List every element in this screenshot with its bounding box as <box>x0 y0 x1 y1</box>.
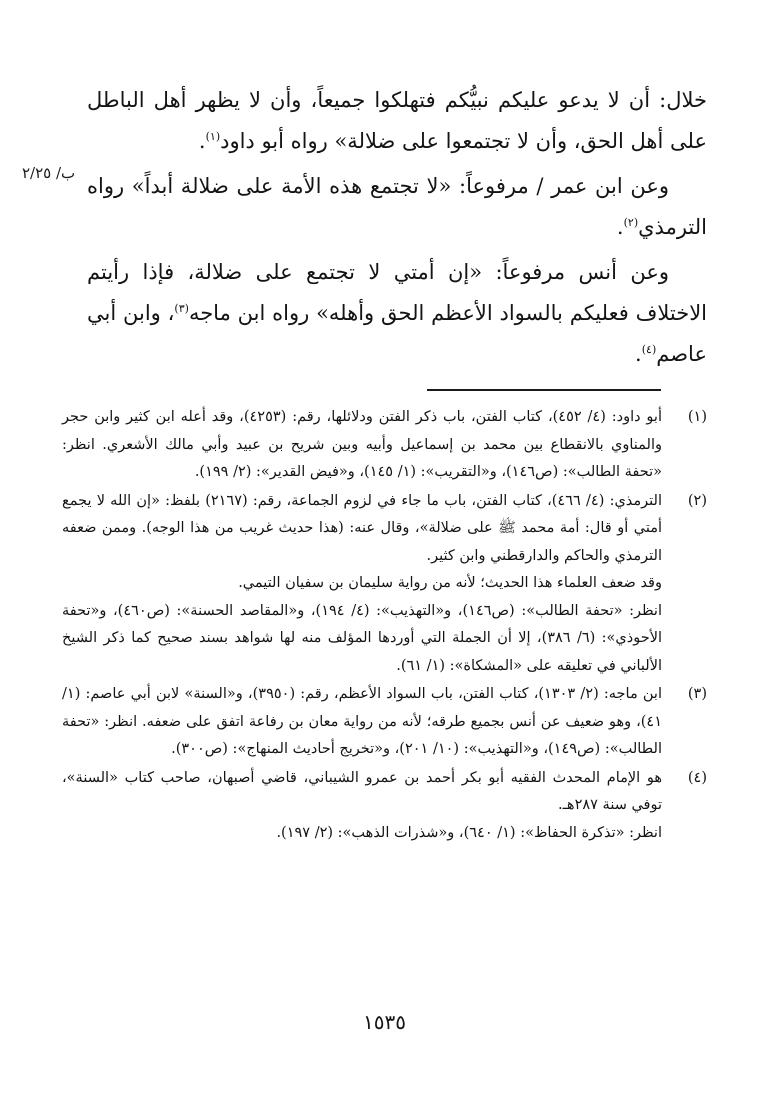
footnote-ref: (١) <box>205 130 221 143</box>
paragraph-text: خلال: أن لا يدعو عليكم نبيُّكم فتهلكوا جميعاً، وأن لا يظهر أهل الباطل على أهل الحق، وأن لا تجتمعوا على ضلالة» رواه أبو داود <box>87 88 707 153</box>
footnote-number: (٣) <box>687 686 707 702</box>
footnote-text: انظر: «تذكرة الحفاظ»: (١/ ٦٤٠)، و«شذرات الذهب»: (٢/ ١٩٧). <box>276 824 662 841</box>
footnote-number: (٤) <box>687 769 707 786</box>
footnote-number: (٢) <box>687 492 707 509</box>
paragraph-text-continued: ، وابن أبي عاصم <box>87 301 707 366</box>
paragraph-text: وعن أنس مرفوعاً: «إن أمتي لا تجتمع على ضلالة، فإذا رأيتم الاختلاف فعليكم بالسواد الأعظم الحق وأهله» رواه ابن ماجه <box>87 260 707 325</box>
page-number: ١٥٣٥ <box>363 1010 406 1034</box>
paragraph-end: . <box>635 342 642 366</box>
footnote-text: الترمذي: (٤/ ٤٦٦)، كتاب الفتن، باب ما جاء في لزوم الجماعة، رقم: (٢١٦٧) بلفظ: «إن الله لا يجمع أمتي أو قال: أمة محمد ﷺ على ضلالة»، وقال عنه: (هذا حديث غريب من هذا الوجه). وممن ضعفه الترمذي والحاكم والدارقطني وابن كثير. <box>62 492 663 564</box>
main-text <box>87 80 707 379</box>
footnote-text: ابن ماجه: (٢/ ١٣٠٣)، كتاب الفتن، باب السواد الأعظم، رقم: (٣٩٥٠)، و«السنة» لابن أبي عاصم: (١/ ٤١)، وهو ضعيف عن أنس بجميع طرقه؛ لأنه من رواية معان بن رفاعة اتفق على ضعفه. انظر: «تحفة الطالب»: (ص١٤٩)، و«التهذيب»: (١٠/ ٢٠١)، و«تخريج أحاديث المنهاج»: (ص٣٠٠). <box>62 686 662 757</box>
footnote-ref: (٢) <box>623 216 639 229</box>
footnote-separator <box>427 389 661 391</box>
paragraph-2 <box>87 166 707 248</box>
footnote-text: أبو داود: (٤/ ٤٥٢)، كتاب الفتن، باب ذكر الفتن ودلائلها، رقم: (٤٢٥٣)، وقد أعله ابن كثير وابن حجر والمناوي بالانقطاع بين محمد بن إسماعيل وأبيه وبين شريح بن عبيد وأبي مالك الأشعري. انظر: «تحفة الطالب»: (ص١٤٦)، و«التقريب»: (١/ ١٤٥)، و«فيض القدير»: (٢/ ١٩٩). <box>62 409 662 480</box>
footnotes <box>62 404 707 848</box>
paragraph-3 <box>87 252 707 375</box>
paragraph-end: . <box>616 215 624 239</box>
footnote-text: انظر: «تحفة الطالب»: (ص١٤٦)، و«التهذيب»: (٤/ ١٩٤)، و«المقاصد الحسنة»: (ص٤٦٠)، و«تحفة الأحوذي»: (٦/ ٣٨٦)، إلا أن الجملة التي أوردها المؤلف منه لها شواهد بسند صحيح كما ذكر الشيخ الألباني في تعليقه على «المشكاة»: (١/ ٦١). <box>62 602 662 674</box>
margin-note: ب/ ٢/٢٥ <box>22 164 76 182</box>
footnote-3 <box>62 681 707 764</box>
footnote-4 <box>62 765 707 848</box>
footnote-1 <box>62 404 707 487</box>
paragraph-text: وعن ابن عمر / مرفوعاً: «لا تجتمع هذه الأمة على ضلالة أبداً» رواه الترمذي <box>87 174 707 239</box>
footnote-ref: (٤) <box>641 343 657 356</box>
paragraph-end: . <box>198 129 206 153</box>
footnote-text: وقد ضعف العلماء هذا الحديث؛ لأنه من رواية سليمان بن سفيان التيمي. <box>238 575 662 591</box>
footnote-2 <box>62 488 707 681</box>
footnote-text: هو الإمام المحدث الفقيه أبو بكر أحمد بن عمرو الشيباني، قاضي أصبهان، صاحب كتاب «السنة»، توفي سنة ٢٨٧هـ. <box>62 769 662 813</box>
footnote-ref: (٣) <box>174 302 189 315</box>
footnote-number: (١) <box>687 409 707 425</box>
paragraph-1 <box>87 80 707 162</box>
